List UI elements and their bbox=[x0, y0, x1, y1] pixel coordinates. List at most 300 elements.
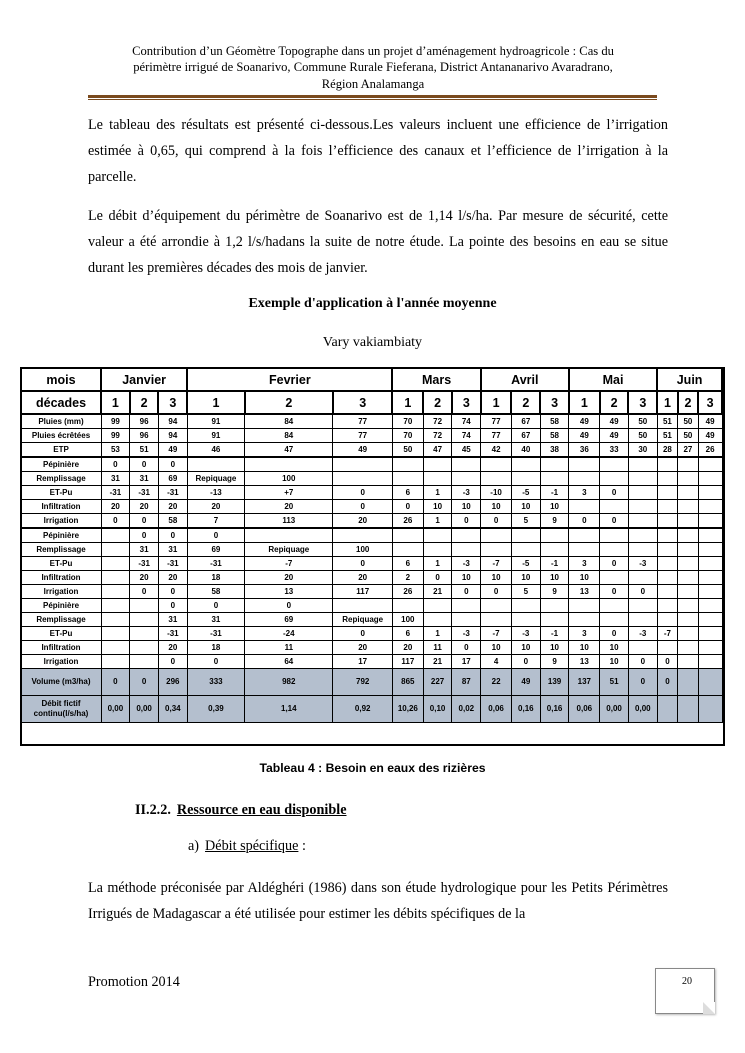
data-cell: 70 bbox=[392, 429, 423, 443]
data-cell bbox=[678, 655, 699, 669]
data-cell: 1 bbox=[423, 627, 452, 641]
data-cell bbox=[628, 486, 657, 500]
data-cell: 49 bbox=[333, 443, 393, 458]
data-cell: 10,26 bbox=[392, 696, 423, 723]
section-number: II.2.2. bbox=[135, 802, 171, 818]
data-cell: 792 bbox=[333, 669, 393, 696]
data-cell bbox=[628, 472, 657, 486]
data-cell: 0 bbox=[600, 585, 629, 599]
data-cell: 38 bbox=[540, 443, 569, 458]
data-cell bbox=[245, 457, 333, 472]
data-cell bbox=[678, 641, 699, 655]
data-cell bbox=[423, 613, 452, 627]
data-cell: 20 bbox=[158, 641, 187, 655]
data-cell: 0 bbox=[452, 585, 481, 599]
data-cell bbox=[452, 472, 481, 486]
data-cell bbox=[657, 457, 678, 472]
data-cell: 31 bbox=[158, 543, 187, 557]
data-cell: 22 bbox=[481, 669, 512, 696]
data-cell: 49 bbox=[511, 669, 540, 696]
header-cell-month: Fevrier bbox=[187, 368, 392, 391]
data-cell: 47 bbox=[423, 443, 452, 458]
data-cell: 10 bbox=[569, 641, 600, 655]
data-cell bbox=[569, 500, 600, 514]
data-cell bbox=[600, 472, 629, 486]
paragraph-results-intro: Le tableau des résultats est présenté ci-dessous.Les valeurs incluent une efficience de l’irrigation estimée à 0,65, qui comprend à la fois l’efficience des canaux et l’efficience de l’irrigation à la parcelle. bbox=[88, 117, 668, 185]
data-cell: 0 bbox=[452, 514, 481, 529]
data-cell: 91 bbox=[187, 414, 244, 429]
data-cell: 0 bbox=[600, 514, 629, 529]
row-label: Infiltration bbox=[21, 500, 101, 514]
data-cell: 50 bbox=[678, 414, 699, 429]
data-cell bbox=[628, 457, 657, 472]
data-cell bbox=[392, 528, 423, 543]
data-cell: -3 bbox=[452, 557, 481, 571]
data-cell: 0 bbox=[628, 585, 657, 599]
header-cell-month: Mars bbox=[392, 368, 480, 391]
subsection-heading bbox=[188, 838, 306, 855]
data-cell bbox=[130, 655, 159, 669]
data-cell: 5 bbox=[511, 514, 540, 529]
data-cell: 0 bbox=[600, 557, 629, 571]
data-cell: 10 bbox=[481, 500, 512, 514]
data-cell: -31 bbox=[158, 627, 187, 641]
data-cell bbox=[452, 613, 481, 627]
data-cell bbox=[481, 599, 512, 613]
data-cell: 31 bbox=[187, 613, 244, 627]
data-cell: 94 bbox=[158, 429, 187, 443]
data-cell: 10 bbox=[452, 571, 481, 585]
data-cell: 6 bbox=[392, 627, 423, 641]
data-cell: 21 bbox=[423, 585, 452, 599]
row-label: Remplissage bbox=[21, 472, 101, 486]
data-cell bbox=[511, 528, 540, 543]
data-cell: 50 bbox=[678, 429, 699, 443]
data-cell bbox=[600, 599, 629, 613]
data-cell: 0,39 bbox=[187, 696, 244, 723]
data-cell: 40 bbox=[511, 443, 540, 458]
data-cell: 100 bbox=[245, 472, 333, 486]
data-cell: 49 bbox=[158, 443, 187, 458]
data-cell: 0,16 bbox=[511, 696, 540, 723]
data-cell: 0 bbox=[481, 514, 512, 529]
data-cell bbox=[657, 472, 678, 486]
data-cell: 20 bbox=[187, 500, 244, 514]
data-cell: -13 bbox=[187, 486, 244, 500]
data-cell: 91 bbox=[187, 429, 244, 443]
data-cell: 0 bbox=[600, 486, 629, 500]
data-cell bbox=[423, 543, 452, 557]
table-row bbox=[21, 486, 722, 500]
data-cell bbox=[657, 599, 678, 613]
header-line-3: Région Analamanga bbox=[321, 76, 425, 91]
data-cell bbox=[698, 627, 722, 641]
data-cell: 865 bbox=[392, 669, 423, 696]
data-cell: 1 bbox=[423, 557, 452, 571]
data-cell bbox=[569, 457, 600, 472]
data-cell bbox=[628, 599, 657, 613]
data-cell: 10 bbox=[569, 571, 600, 585]
decade-cell: 2 bbox=[511, 391, 540, 414]
data-cell bbox=[698, 486, 722, 500]
table-row bbox=[21, 472, 722, 486]
table-row bbox=[21, 557, 722, 571]
data-cell: 26 bbox=[392, 514, 423, 529]
data-cell: -3 bbox=[628, 627, 657, 641]
data-cell: 0 bbox=[130, 528, 159, 543]
data-cell: 58 bbox=[540, 414, 569, 429]
data-cell: 77 bbox=[481, 414, 512, 429]
data-cell: 0 bbox=[628, 655, 657, 669]
data-cell: 1,14 bbox=[245, 696, 333, 723]
data-cell: 20 bbox=[158, 500, 187, 514]
data-cell: 1 bbox=[423, 514, 452, 529]
row-label: ET-Pu bbox=[21, 486, 101, 500]
data-cell bbox=[481, 528, 512, 543]
data-cell: 49 bbox=[600, 414, 629, 429]
data-cell bbox=[333, 528, 393, 543]
data-cell bbox=[511, 472, 540, 486]
data-cell bbox=[698, 457, 722, 472]
data-cell bbox=[698, 557, 722, 571]
header-cell-month: Avril bbox=[481, 368, 569, 391]
data-cell: 3 bbox=[569, 486, 600, 500]
data-cell bbox=[657, 486, 678, 500]
data-cell: 50 bbox=[628, 414, 657, 429]
data-cell: 17 bbox=[452, 655, 481, 669]
data-cell bbox=[628, 641, 657, 655]
data-cell: 0 bbox=[333, 486, 393, 500]
data-cell bbox=[130, 641, 159, 655]
data-cell bbox=[600, 528, 629, 543]
data-cell bbox=[698, 472, 722, 486]
data-cell: 20 bbox=[333, 514, 393, 529]
data-cell: 67 bbox=[511, 429, 540, 443]
data-cell bbox=[698, 599, 722, 613]
data-cell: 87 bbox=[452, 669, 481, 696]
data-cell: 10 bbox=[452, 500, 481, 514]
table-row bbox=[21, 599, 722, 613]
table-row bbox=[21, 514, 722, 529]
header-cell-month: Juin bbox=[657, 368, 722, 391]
decade-cell: 1 bbox=[481, 391, 512, 414]
data-cell: 69 bbox=[187, 543, 244, 557]
data-cell bbox=[481, 613, 512, 627]
data-cell bbox=[101, 557, 130, 571]
row-label: Irrigation bbox=[21, 585, 101, 599]
data-cell: 31 bbox=[130, 543, 159, 557]
data-cell: 100 bbox=[392, 613, 423, 627]
row-label: Remplissage bbox=[21, 543, 101, 557]
data-cell bbox=[698, 613, 722, 627]
data-cell: 0 bbox=[101, 457, 130, 472]
data-cell bbox=[600, 457, 629, 472]
data-cell bbox=[101, 655, 130, 669]
data-cell: 0 bbox=[600, 627, 629, 641]
data-cell: 50 bbox=[628, 429, 657, 443]
page-number: 20 bbox=[682, 976, 692, 987]
data-cell: 10 bbox=[511, 641, 540, 655]
data-cell: -3 bbox=[452, 486, 481, 500]
data-cell: -1 bbox=[540, 627, 569, 641]
data-cell bbox=[600, 571, 629, 585]
data-cell: 50 bbox=[392, 443, 423, 458]
row-label: Infiltration bbox=[21, 641, 101, 655]
data-cell bbox=[678, 543, 699, 557]
data-cell: 74 bbox=[452, 414, 481, 429]
data-cell: 47 bbox=[245, 443, 333, 458]
data-cell: 0,92 bbox=[333, 696, 393, 723]
data-cell: 49 bbox=[569, 429, 600, 443]
data-cell bbox=[130, 613, 159, 627]
table-row bbox=[21, 429, 722, 443]
data-cell: -31 bbox=[130, 557, 159, 571]
data-cell: 0 bbox=[187, 655, 244, 669]
data-cell bbox=[678, 599, 699, 613]
data-cell: -1 bbox=[540, 486, 569, 500]
data-cell: 30 bbox=[628, 443, 657, 458]
decade-cell: 3 bbox=[158, 391, 187, 414]
table-row bbox=[21, 528, 722, 543]
data-cell: 333 bbox=[187, 669, 244, 696]
data-cell bbox=[452, 599, 481, 613]
data-cell: 20 bbox=[101, 500, 130, 514]
data-cell bbox=[678, 486, 699, 500]
table-row bbox=[21, 696, 722, 723]
data-cell: -31 bbox=[101, 486, 130, 500]
data-cell bbox=[392, 543, 423, 557]
data-cell bbox=[698, 528, 722, 543]
data-cell: 0,00 bbox=[130, 696, 159, 723]
subsection-letter: a) bbox=[188, 838, 200, 854]
data-cell bbox=[657, 585, 678, 599]
data-cell: 0 bbox=[158, 528, 187, 543]
data-cell: 227 bbox=[423, 669, 452, 696]
row-label: Débit fictif continu(l/s/ha) bbox=[21, 696, 101, 723]
table-row bbox=[21, 669, 722, 696]
data-cell: 49 bbox=[698, 429, 722, 443]
data-cell bbox=[540, 543, 569, 557]
data-cell: 10 bbox=[540, 571, 569, 585]
data-cell: 51 bbox=[600, 669, 629, 696]
data-cell: -10 bbox=[481, 486, 512, 500]
data-cell: 0 bbox=[158, 655, 187, 669]
data-cell bbox=[678, 457, 699, 472]
data-cell bbox=[245, 528, 333, 543]
header-line-2: périmètre irrigué de Soanarivo, Commune Rurale Fieferana, District Antananarivo Avaradrano, bbox=[133, 60, 613, 75]
data-cell bbox=[101, 543, 130, 557]
data-cell bbox=[657, 571, 678, 585]
data-cell bbox=[657, 528, 678, 543]
data-cell: 139 bbox=[540, 669, 569, 696]
data-cell: 77 bbox=[333, 414, 393, 429]
data-cell: 0 bbox=[187, 599, 244, 613]
table-row bbox=[21, 641, 722, 655]
data-cell: 64 bbox=[245, 655, 333, 669]
data-cell: 0 bbox=[452, 641, 481, 655]
row-label: Irrigation bbox=[21, 514, 101, 529]
decade-cell: 1 bbox=[187, 391, 244, 414]
data-cell bbox=[698, 655, 722, 669]
data-cell bbox=[392, 599, 423, 613]
data-cell: 20 bbox=[130, 571, 159, 585]
data-cell: 0,00 bbox=[101, 696, 130, 723]
data-cell: 0 bbox=[130, 514, 159, 529]
data-cell: 0,06 bbox=[481, 696, 512, 723]
table-row bbox=[21, 543, 722, 557]
data-cell bbox=[698, 641, 722, 655]
page-curl-decoration bbox=[703, 1002, 715, 1014]
data-cell bbox=[678, 557, 699, 571]
data-cell: 96 bbox=[130, 429, 159, 443]
data-cell: 982 bbox=[245, 669, 333, 696]
data-cell bbox=[698, 571, 722, 585]
data-cell: 0 bbox=[333, 557, 393, 571]
water-needs-table bbox=[20, 367, 723, 723]
data-cell: 36 bbox=[569, 443, 600, 458]
page-number-box bbox=[655, 968, 715, 1014]
decade-cell: 2 bbox=[130, 391, 159, 414]
data-cell: 53 bbox=[101, 443, 130, 458]
data-cell: 49 bbox=[569, 414, 600, 429]
decade-cell: 2 bbox=[245, 391, 333, 414]
data-cell bbox=[452, 543, 481, 557]
data-cell bbox=[657, 696, 678, 723]
data-cell bbox=[657, 514, 678, 529]
data-cell: -7 bbox=[245, 557, 333, 571]
data-cell: 0,00 bbox=[600, 696, 629, 723]
data-cell bbox=[481, 472, 512, 486]
data-cell: -3 bbox=[511, 627, 540, 641]
data-cell bbox=[511, 457, 540, 472]
data-cell: 10 bbox=[600, 655, 629, 669]
data-cell: 51 bbox=[657, 414, 678, 429]
data-cell: 58 bbox=[158, 514, 187, 529]
row-label: Pépinière bbox=[21, 528, 101, 543]
data-cell bbox=[423, 457, 452, 472]
data-cell: 13 bbox=[569, 585, 600, 599]
data-cell bbox=[569, 472, 600, 486]
decade-cell: 3 bbox=[628, 391, 657, 414]
header-rule-thick bbox=[88, 95, 657, 98]
data-cell: 69 bbox=[245, 613, 333, 627]
data-cell: 0 bbox=[101, 514, 130, 529]
table-row bbox=[21, 613, 722, 627]
data-cell: 0 bbox=[158, 599, 187, 613]
table-row bbox=[21, 500, 722, 514]
data-cell bbox=[101, 599, 130, 613]
data-cell bbox=[678, 696, 699, 723]
data-cell bbox=[698, 500, 722, 514]
data-cell: 0 bbox=[101, 669, 130, 696]
data-cell bbox=[600, 613, 629, 627]
table-row bbox=[21, 585, 722, 599]
data-cell bbox=[678, 528, 699, 543]
data-cell: 0 bbox=[130, 585, 159, 599]
data-cell bbox=[130, 599, 159, 613]
data-cell: 0 bbox=[130, 669, 159, 696]
data-cell: 0 bbox=[245, 599, 333, 613]
data-cell: 99 bbox=[101, 414, 130, 429]
data-cell bbox=[130, 627, 159, 641]
data-cell: -3 bbox=[452, 627, 481, 641]
data-cell bbox=[540, 472, 569, 486]
data-cell bbox=[678, 613, 699, 627]
table-header-months bbox=[21, 368, 722, 391]
data-cell: 0 bbox=[423, 571, 452, 585]
data-cell bbox=[628, 613, 657, 627]
data-cell: 84 bbox=[245, 429, 333, 443]
data-cell: 77 bbox=[481, 429, 512, 443]
row-label: Infiltration bbox=[21, 571, 101, 585]
data-cell: -31 bbox=[158, 486, 187, 500]
data-cell: 10 bbox=[423, 500, 452, 514]
data-cell: -31 bbox=[158, 557, 187, 571]
table-row bbox=[21, 414, 722, 429]
data-cell: 33 bbox=[600, 443, 629, 458]
data-cell: 0 bbox=[333, 627, 393, 641]
data-cell: Repiquage bbox=[333, 613, 393, 627]
table-row bbox=[21, 655, 722, 669]
data-cell: Repiquage bbox=[245, 543, 333, 557]
data-cell: 72 bbox=[423, 414, 452, 429]
data-cell: -7 bbox=[481, 557, 512, 571]
data-cell: 0,06 bbox=[569, 696, 600, 723]
data-cell: 20 bbox=[245, 500, 333, 514]
data-cell: 0 bbox=[130, 457, 159, 472]
data-cell bbox=[628, 571, 657, 585]
data-cell: 1 bbox=[423, 486, 452, 500]
data-cell: 94 bbox=[158, 414, 187, 429]
data-cell bbox=[628, 543, 657, 557]
data-cell: 0 bbox=[511, 655, 540, 669]
footer-promotion: Promotion 2014 bbox=[88, 974, 180, 990]
data-cell: 113 bbox=[245, 514, 333, 529]
data-cell bbox=[511, 599, 540, 613]
data-cell: 46 bbox=[187, 443, 244, 458]
data-cell: -5 bbox=[511, 557, 540, 571]
data-cell bbox=[569, 599, 600, 613]
decade-cell: 2 bbox=[423, 391, 452, 414]
data-cell: 0 bbox=[481, 585, 512, 599]
data-cell: -3 bbox=[628, 557, 657, 571]
data-cell: 72 bbox=[423, 429, 452, 443]
data-cell bbox=[452, 457, 481, 472]
data-cell: -31 bbox=[187, 557, 244, 571]
data-cell bbox=[333, 472, 393, 486]
data-cell: 42 bbox=[481, 443, 512, 458]
data-cell bbox=[600, 500, 629, 514]
header-cell-month: Mai bbox=[569, 368, 657, 391]
data-cell: +7 bbox=[245, 486, 333, 500]
data-cell bbox=[481, 457, 512, 472]
table-caption: Tableau 4 : Besoin en eaux des rizières bbox=[259, 761, 486, 775]
data-cell: 10 bbox=[600, 641, 629, 655]
section-heading bbox=[135, 802, 347, 819]
data-cell bbox=[423, 528, 452, 543]
data-cell: 4 bbox=[481, 655, 512, 669]
data-cell bbox=[678, 627, 699, 641]
data-cell: 20 bbox=[158, 571, 187, 585]
data-cell: -1 bbox=[540, 557, 569, 571]
data-cell: 77 bbox=[333, 429, 393, 443]
data-cell: 20 bbox=[392, 641, 423, 655]
table-row bbox=[21, 457, 722, 472]
row-label: Pluies (mm) bbox=[21, 414, 101, 429]
data-cell: 11 bbox=[423, 641, 452, 655]
data-cell bbox=[657, 557, 678, 571]
data-cell: 0,00 bbox=[628, 696, 657, 723]
